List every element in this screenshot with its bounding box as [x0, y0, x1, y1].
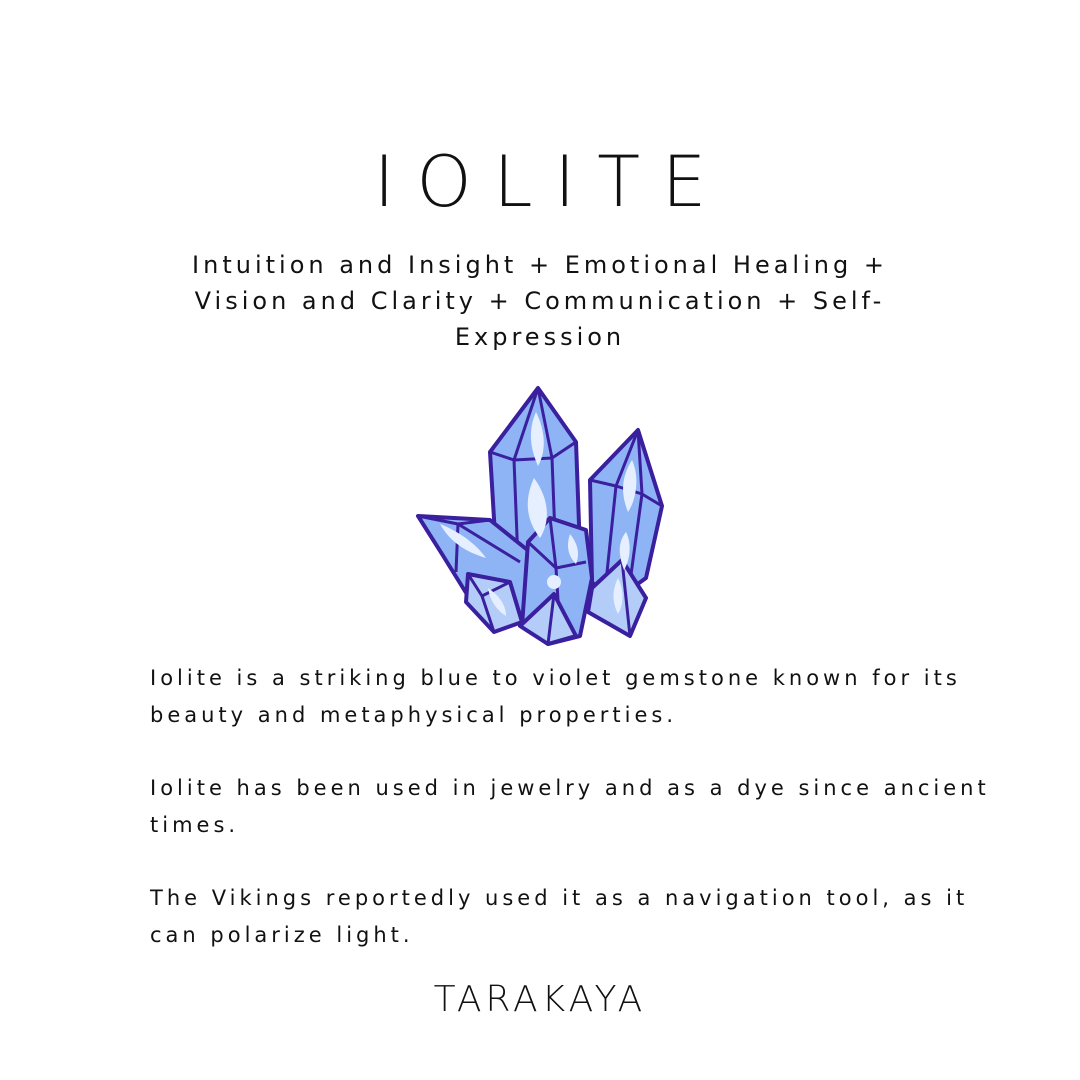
- subtitle-line: Intuition and Insight + Emotional Healing +: [192, 251, 888, 279]
- paragraph-line: Iolite has been used in jewelry and as a dye since ancient: [150, 776, 990, 800]
- paragraph-line: Iolite is a striking blue to violet gemstone known for its: [150, 666, 961, 690]
- subtitle-line: Vision and Clarity + Communication + Self-: [194, 287, 886, 315]
- paragraph: [150, 770, 1010, 844]
- description: [150, 660, 1010, 990]
- paragraph-line: beauty and metaphysical properties.: [150, 703, 678, 727]
- crystal-cluster-icon: [410, 382, 670, 652]
- paragraph: [150, 660, 1010, 734]
- paragraph-line: times.: [150, 813, 240, 837]
- subtitle: [180, 247, 900, 355]
- paragraph: [150, 880, 1010, 954]
- paragraph-line: can polarize light.: [150, 923, 414, 947]
- brand-name: TARAKAYA: [433, 979, 647, 1020]
- paragraph-line: The Vikings reportedly used it as a navigation tool, as it: [150, 886, 969, 910]
- page-title: IOLITE: [373, 141, 729, 223]
- subtitle-line: Expression: [454, 323, 626, 351]
